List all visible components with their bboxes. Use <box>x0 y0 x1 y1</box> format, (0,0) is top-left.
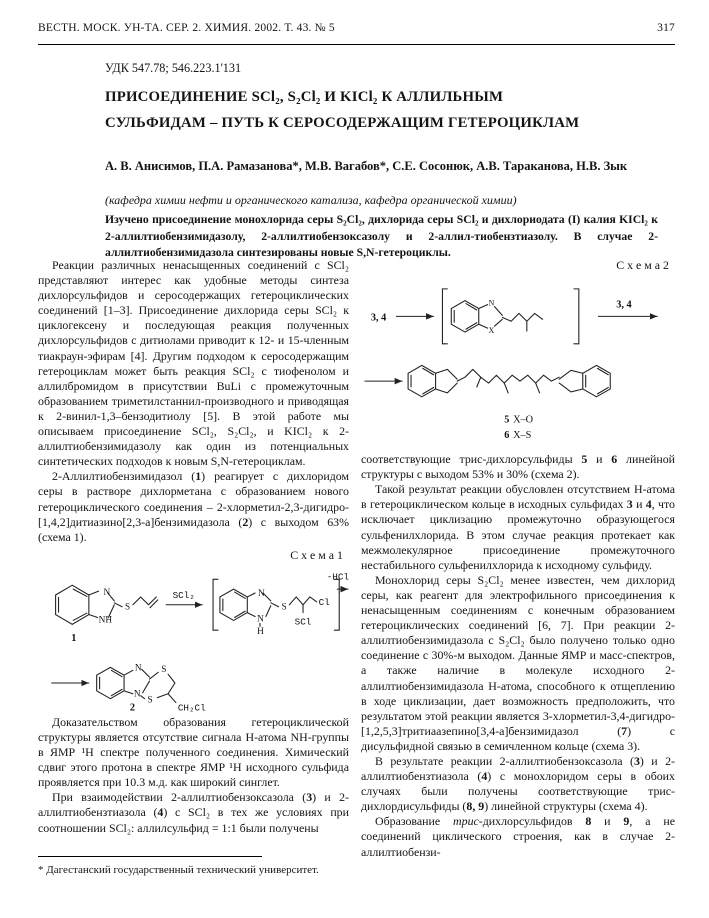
atom-x-label: X <box>488 326 495 336</box>
atom-cl-label: Cl <box>318 596 330 608</box>
udk-code: УДК 547.78; 546.223.1'131 <box>105 61 242 75</box>
scheme2-row1 <box>371 289 658 344</box>
paragraph: При взаимодействии 2-аллилтиобензоксазола (3) и 2-аллилтиобензтиазола (4) с SCl₂ в тех же условиях при соотношении SCl₂: аллилсульфид = 1:1 были получены <box>38 790 349 835</box>
scheme2-product-labels <box>504 414 533 441</box>
footnote-rule <box>38 856 262 857</box>
byproduct-label: -HCl <box>326 571 349 583</box>
reactants-label: 3, 4 <box>370 312 387 324</box>
scheme2-figure <box>361 275 675 447</box>
atom-nh-label: NH <box>98 615 113 626</box>
article-title: ПРИСОЕДИНЕНИЕ SCl₂, S₂Cl₂ И KICl₂ К АЛЛИЛЬНЫМ СУЛЬФИДАМ – ПУТЬ К СЕРОСОДЕРЖАЩИМ ГЕТЕРОЦИКЛАМ <box>105 89 580 131</box>
journal-header-title: ВЕСТН. МОСК. УН-ТА. СЕР. 2. ХИМИЯ. 2002. Т. 43. № 5 <box>38 22 335 34</box>
page-number: 317 <box>657 22 675 34</box>
svg-text:S: S <box>161 665 167 676</box>
left-column <box>38 258 349 836</box>
svg-text:N: N <box>133 689 141 700</box>
svg-text:N: N <box>134 663 142 674</box>
reactants-label: 3, 4 <box>616 299 632 311</box>
paragraph: соответствующие трис-дихлорсульфиды 5 и 6 линейной структуры с выходом 53% и 30% (схема 2). <box>361 452 676 482</box>
paragraph: Доказательством образования гетероциклической структуры является отсутствие сигнала Н-атома NH-группы в ЯМР ¹Н спектре полученного соединения. Химический сдвиг этого протона в спектре ЯМР ¹Н исходного сульфида проявляется при 10.3 м.д. как широкий синглет. <box>38 714 349 790</box>
compound-5-label: 5 <box>504 414 510 426</box>
scheme1-figure <box>38 565 349 713</box>
atom-scl-label: SCl <box>294 616 312 628</box>
authors-line: А. В. Анисимов, П.А. Рамазанова*, М.В. Вагабов*, С.Е. Сосонюк, А.В. Тараканова, Н.В. Зык <box>105 159 628 173</box>
compound-6-label: 6 <box>504 430 510 442</box>
structure-2-product <box>52 663 206 713</box>
affiliation-line: (кафедра химии нефти и органического катализа, кафедра органической химии) <box>105 193 517 207</box>
abstract-text: Изучено присоединение монохлорида серы S₂Cl₂, дихлорида серы SCl₂ и дихлориодата (I) калия KICl₂ к 2-аллилтиобензимидазолу, 2-аллилтиобензоксазолу и 2-аллил-тиобензтиазолу. В случае 2-аллилтиобензимидазола синтезированы новые S,N-гетероциклы. <box>105 213 658 260</box>
svg-text:N: N <box>257 614 264 625</box>
atom-h-label: H <box>257 626 264 637</box>
reagent-label: SCl₂ <box>172 589 195 601</box>
intermediate-structure <box>213 579 339 637</box>
paragraph: Такой результат реакции обусловлен отсутствием Н-атома в гетероциклическом кольце в исходных сульфидах 3 и 4, что исключает циклизацию промежуточно образующегося сульфенилхлорида. В этом случае реакция протекает как межмолекулярное присоединение промежуточного нестабильного сульфенилхлорида к исходному сульфиду. <box>361 482 675 572</box>
atom-n-label: N <box>488 298 495 308</box>
svg-text:S: S <box>281 602 287 613</box>
reaction-arrow-hcl <box>327 571 349 589</box>
scheme2-caption: С х е м а 2 <box>616 258 669 272</box>
compound-5-substituent: X–O <box>513 414 534 426</box>
compound-1-label: 1 <box>71 632 77 644</box>
scheme2-row2 <box>365 366 610 397</box>
svg-text:S: S <box>147 695 153 706</box>
header-rule <box>38 44 675 45</box>
structure-1-benzimidazole <box>56 585 158 644</box>
paragraph: 2-Аллилтиобензимидазол (1) реагирует с дихлоридом серы в растворе дихлорметана с образованием нового гетероциклического соединения – 2-хлорметил-2,3-дигидро-[1,4,2]дитиазино[2,3-а]бензимидазола (2) с выходом 63% (схема 1). <box>38 469 349 544</box>
scheme1-caption: С х е м а 1 <box>290 547 343 562</box>
atom-s-label: S <box>125 602 131 613</box>
group-ch2cl-label: CH₂Cl <box>177 702 206 713</box>
reaction-arrow-scl2 <box>166 590 202 605</box>
journal-header <box>38 22 675 34</box>
svg-text:N: N <box>103 587 111 598</box>
footnote-text: * Дагестанский государственный технический университет. <box>38 864 319 876</box>
compound-6-substituent: X–S <box>513 430 532 442</box>
paragraph: Реакции различных ненасыщенных соединений с SCl₂ представляют интерес как удобные методы синтеза дихлорсульфидов и серосодержащих гетероциклических соединений [1–3]. Присоединение дихлорида серы SCl₂ к циклогексену и последующая реакция полученных дихлорсульфидов с дитиолами приводит к 12- и 15-членным тиакраун-эфирам [4]. Другим подходом к серосодержащим гетероциклам может быть реакция SCl₂ с тиофенолом и аллилбромидом в присутствии BuLi с промежуточным образованием триметилстаннил-производного и приводящая к 2-винил-1,3–бензодитиолу [5]. В этой работе мы описываем присоединение SCl₂, S₂Cl₂, и KICl₂ к 2-аллилтиобензимидазолу как один из потенциальных синтетических подходов к новым S,N-гетероциклам. <box>38 258 349 469</box>
paragraph: Образование трис-дихлорсульфидов 8 и 9, а не соединений циклического строения, как в случае 2-аллилтиобензи- <box>361 814 675 859</box>
compound-2-label: 2 <box>129 702 136 713</box>
paragraph: В результате реакции 2-аллилтиобензоксазола (3) и 2-аллилтиобензтиазола (4) с монохлоридом серы в обоих случаях были получены соответствующие трис-дихлордисульфиды (8, 9) линейной структуры (схема 4). <box>361 753 675 814</box>
svg-text:N: N <box>258 588 265 599</box>
paragraph: Монохлорид серы S₂Cl₂ менее известен, чем дихлорид серы, как реагент для электрофильного присоединения к ненасыщенным соединениям с конечным образованием гетероциклических соединений [6, 7]. При реакции 2-аллилтиобензимидазола с S₂Cl₂ было получено только одно соединение с 30%-м выходом. Данные ЯМР и масс-спектров, а также наличие в молекуле исходного 2-аллилтиобензимидазола Н-атома, способного к отщеплению в ходе циклизации, дает возможность предположить, что результатом этой реакции является 3-хлорметил-3,4-дигидро-[1,2,5,3]тритиаазепино[3,4-а]бензимидазол (7) с дисульфидной связью в семичленном кольце (схема 3). <box>361 572 675 753</box>
right-column <box>361 258 675 860</box>
